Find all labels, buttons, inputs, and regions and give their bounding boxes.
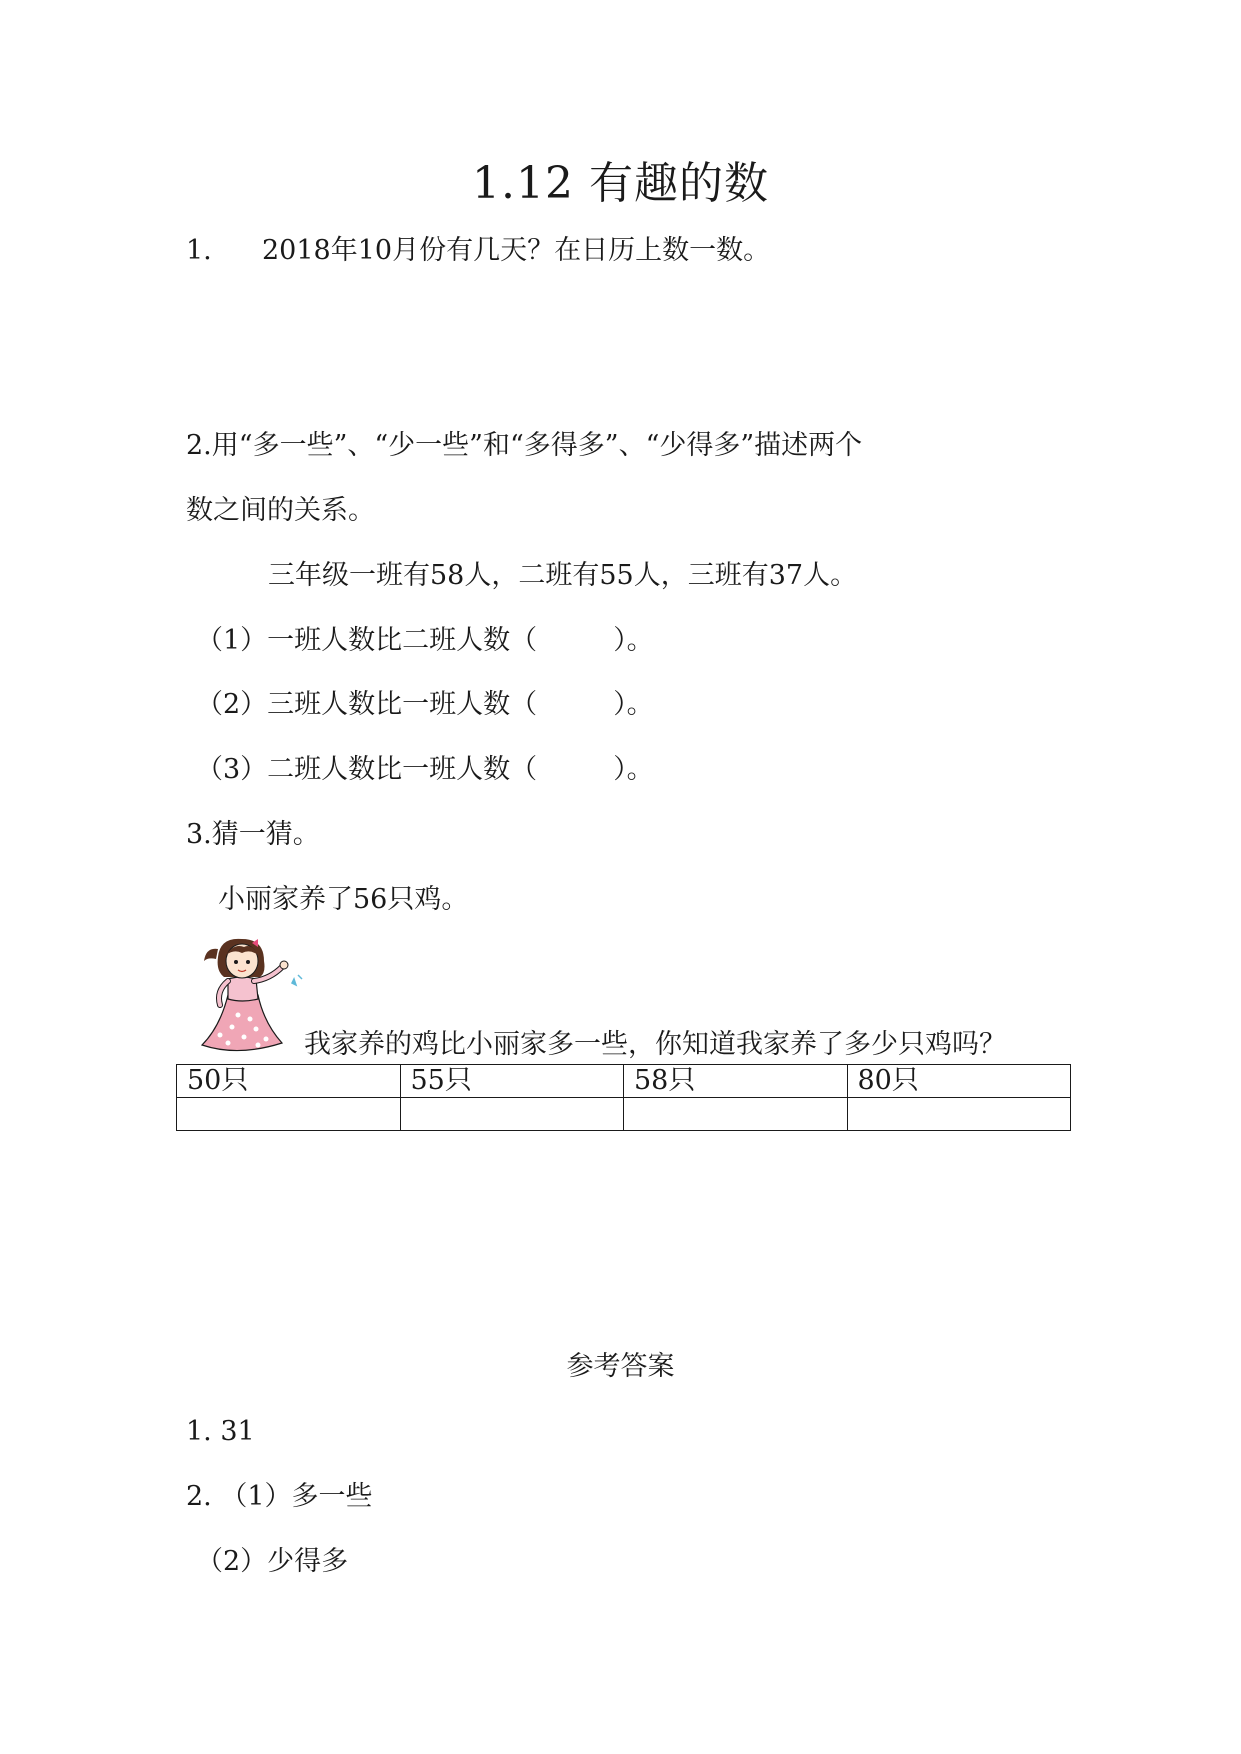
- answer-cell-3[interactable]: [624, 1098, 848, 1131]
- q2-sub-2-prefix: （2）三班人数比一班人数（: [196, 689, 538, 720]
- answer-cell-2[interactable]: [400, 1098, 624, 1131]
- answer-2b: （2）少得多: [196, 1546, 349, 1577]
- q2-sub-1-prefix: （1）一班人数比二班人数（: [196, 625, 538, 656]
- answer-cell-1[interactable]: [177, 1098, 401, 1131]
- answer-cell-4[interactable]: [847, 1098, 1071, 1131]
- options-row: [177, 1065, 1071, 1098]
- answer-row: [177, 1098, 1071, 1131]
- answer-1: 1. 31: [186, 1416, 255, 1447]
- q2-sub-2: [196, 691, 654, 718]
- q2-sub-3-prefix: （3）二班人数比一班人数（: [196, 754, 538, 785]
- answer-2: 2. （1）多一些: [186, 1481, 373, 1512]
- q2-sub-3-suffix: ）。: [613, 754, 654, 785]
- girl-illustration: [198, 935, 310, 1053]
- option-1: 50只: [177, 1065, 401, 1098]
- q3-speech: 我家养的鸡比小丽家多一些，你知道我家养了多少只鸡吗？: [304, 1029, 1006, 1060]
- q2-context: 三年级一班有58人，二班有55人，三班有37人。: [268, 560, 858, 591]
- option-3: 58只: [624, 1065, 848, 1098]
- q2-sub-2-suffix: ）。: [613, 689, 654, 720]
- option-2: 55只: [400, 1065, 624, 1098]
- q1-number: 1.: [186, 235, 212, 266]
- q2-sub-1: [196, 627, 654, 654]
- answers-title: 参考答案: [566, 1351, 675, 1382]
- q2-line1: 2.用“多一些”、“少一些”和“多得多”、“少得多”描述两个: [186, 430, 863, 461]
- option-4: 80只: [847, 1065, 1071, 1098]
- q3-context: 小丽家养了56只鸡。: [218, 884, 469, 915]
- options-table: [176, 1064, 1071, 1131]
- q1-text: 2018年10月份有几天？在日历上数一数。: [262, 235, 771, 266]
- q2-sub-1-suffix: ）。: [613, 625, 654, 656]
- page-title: 1.12 有趣的数: [472, 158, 769, 209]
- q2-line2: 数之间的关系。: [186, 495, 375, 526]
- q2-sub-3: [196, 756, 654, 783]
- q3-heading: 3.猜一猜。: [186, 819, 320, 850]
